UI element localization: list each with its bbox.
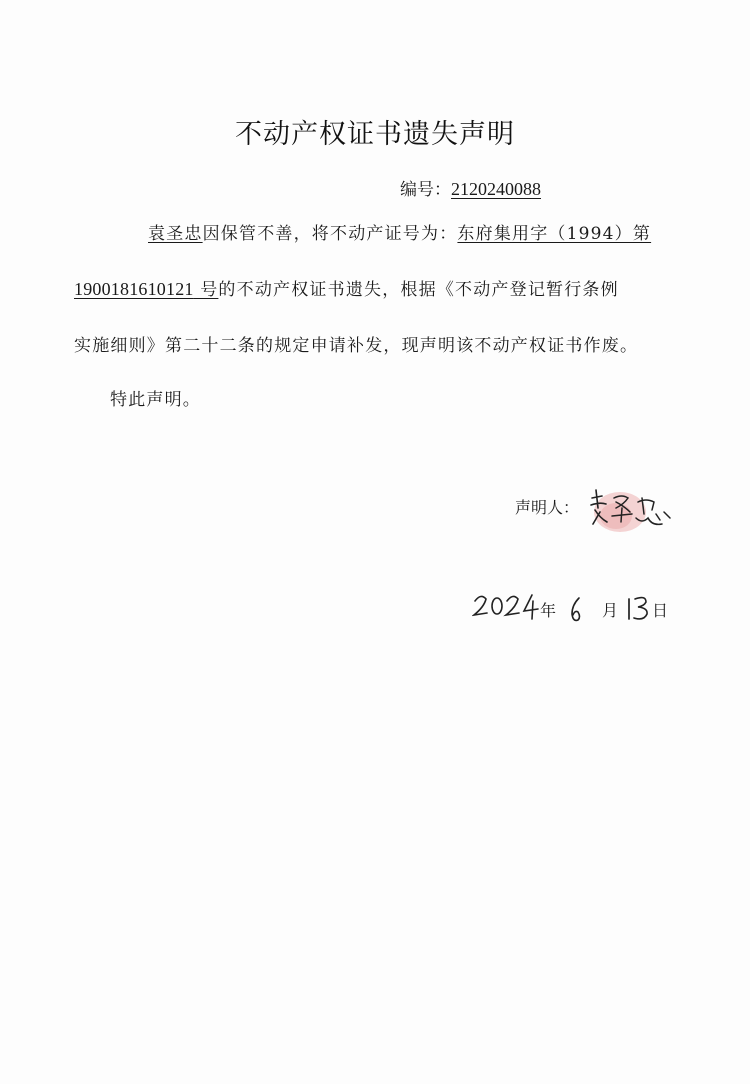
signature — [586, 478, 676, 534]
date-line — [472, 587, 682, 627]
handwritten-month — [568, 595, 584, 625]
body-line-1 — [148, 219, 651, 244]
serial-label: 编号： — [400, 180, 451, 200]
day-unit: 日 — [652, 601, 669, 620]
document-title: 不动产权证书遗失声明 — [235, 119, 515, 150]
certificate-number-group — [74, 280, 218, 300]
certificate-prefix: 东府集用字（1994）第 — [457, 224, 652, 244]
body-line-2-text: 的不动产权证书遗失，根据《不动产登记暂行条例 — [218, 280, 619, 300]
body-line-3: 实施细则》第二十二条的规定申请补发，现声明该不动产权证书作废。 — [74, 336, 639, 356]
body-line-2 — [74, 275, 619, 300]
closing-statement: 特此声明。 — [110, 390, 201, 410]
declarant-label: 声明人： — [515, 498, 580, 517]
signature-image — [586, 478, 676, 534]
certificate-number: 1900181610121 — [74, 279, 194, 299]
handwritten-day — [624, 593, 654, 623]
certificate-suffix: 号 — [193, 280, 219, 300]
handwritten-year — [472, 587, 542, 627]
serial-number: 2120240088 — [451, 179, 541, 199]
year-unit: 年 — [540, 601, 557, 620]
serial-number-line — [400, 175, 541, 200]
body-line-1-text: 因保管不善，将不动产证号为： — [202, 224, 458, 244]
owner-name: 袁圣忠 — [148, 224, 203, 244]
month-unit: 月 — [602, 601, 619, 620]
